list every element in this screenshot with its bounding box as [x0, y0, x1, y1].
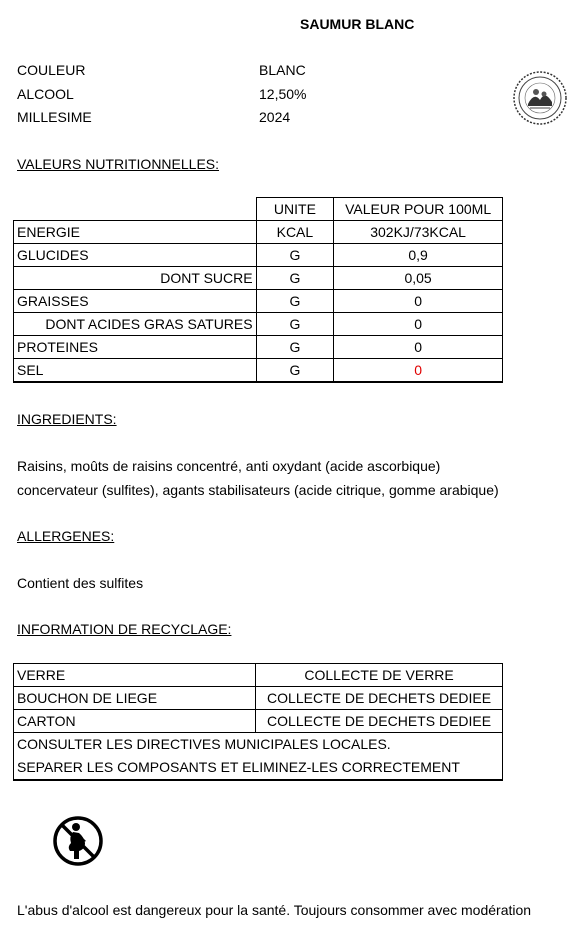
nutrient-value: 0	[334, 313, 503, 336]
ingredients-line-1: Raisins, moûts de raisins concentré, anti oxydant (acide ascorbique)	[17, 458, 441, 474]
table-row	[14, 710, 503, 733]
ingredients-line-2: concervateur (sulfites), agants stabilisateurs (acide citrique, gomme arabique)	[17, 482, 499, 498]
recycling-item: CARTON	[14, 710, 256, 733]
allergenes-heading: ALLERGENES:	[17, 528, 115, 544]
nutrition-table	[13, 197, 503, 383]
pregnancy-warning-icon	[52, 815, 104, 867]
nutrient-name: DONT ACIDES GRAS SATURES	[14, 313, 257, 336]
alcohol-warning: L'abus d'alcool est dangereux pour la santé. Toujours consommer avec modération	[17, 902, 532, 918]
recycling-action: COLLECTE DE DECHETS DEDIEE	[256, 710, 503, 733]
table-row	[14, 221, 503, 244]
page-title: SAUMUR BLANC	[300, 16, 415, 32]
table-row	[14, 198, 503, 221]
recycling-action: COLLECTE DE VERRE	[256, 664, 503, 687]
recycling-note-cell	[14, 733, 503, 781]
appellation-seal-icon	[512, 70, 568, 126]
table-header-empty	[14, 198, 257, 221]
nutrient-name: GRAISSES	[14, 290, 257, 313]
info-label-couleur: COULEUR	[17, 62, 86, 78]
nutrient-unit: KCAL	[256, 221, 334, 244]
info-value-couleur: BLANC	[259, 62, 306, 78]
nutrient-name: PROTEINES	[14, 336, 257, 359]
nutrient-value: 0	[334, 290, 503, 313]
table-header-value: VALEUR POUR 100ML	[334, 198, 503, 221]
table-row	[14, 687, 503, 710]
table-row	[14, 267, 503, 290]
nutrient-value: 0	[334, 336, 503, 359]
nutrient-value-highlight: 0	[334, 359, 503, 383]
nutrient-name: DONT SUCRE	[14, 267, 257, 290]
info-label-alcool: ALCOOL	[17, 86, 74, 102]
table-row	[14, 359, 503, 383]
nutrient-name: ENERGIE	[14, 221, 257, 244]
table-row	[14, 290, 503, 313]
nutrient-value: 0,9	[334, 244, 503, 267]
info-value-millesime: 2024	[259, 109, 291, 125]
nutrient-value: 0,05	[334, 267, 503, 290]
recycling-heading: INFORMATION DE RECYCLAGE:	[17, 621, 232, 637]
recycling-table	[13, 663, 503, 781]
info-label-millesime: MILLESIME	[17, 109, 92, 125]
nutrient-unit: G	[256, 267, 334, 290]
nutrient-unit: G	[256, 313, 334, 336]
table-row	[14, 733, 503, 781]
nutrient-unit: G	[256, 244, 334, 267]
nutrient-name: GLUCIDES	[14, 244, 257, 267]
ingredients-heading: INGREDIENTS:	[17, 411, 117, 427]
nutrition-heading: VALEURS NUTRITIONNELLES:	[17, 156, 220, 172]
table-row	[14, 664, 503, 687]
table-row	[14, 336, 503, 359]
nutrient-unit: G	[256, 290, 334, 313]
nutrient-unit: G	[256, 336, 334, 359]
recycling-action: COLLECTE DE DECHETS DEDIEE	[256, 687, 503, 710]
nutrient-unit: G	[256, 359, 334, 383]
recycling-item: VERRE	[14, 664, 256, 687]
allergenes-text: Contient des sulfites	[17, 575, 144, 591]
info-value-alcool: 12,50%	[259, 86, 307, 102]
table-row	[14, 244, 503, 267]
table-header-unit: UNITE	[256, 198, 334, 221]
recycling-item: BOUCHON DE LIEGE	[14, 687, 256, 710]
recycling-note-1: CONSULTER LES DIRECTIVES MUNICIPALES LOCALES.	[17, 736, 391, 752]
table-row	[14, 313, 503, 336]
nutrient-value: 302KJ/73KCAL	[334, 221, 503, 244]
nutrient-name: SEL	[14, 359, 257, 383]
recycling-note-2: SEPARER LES COMPOSANTS ET ELIMINEZ-LES CORRECTEMENT	[17, 759, 460, 775]
